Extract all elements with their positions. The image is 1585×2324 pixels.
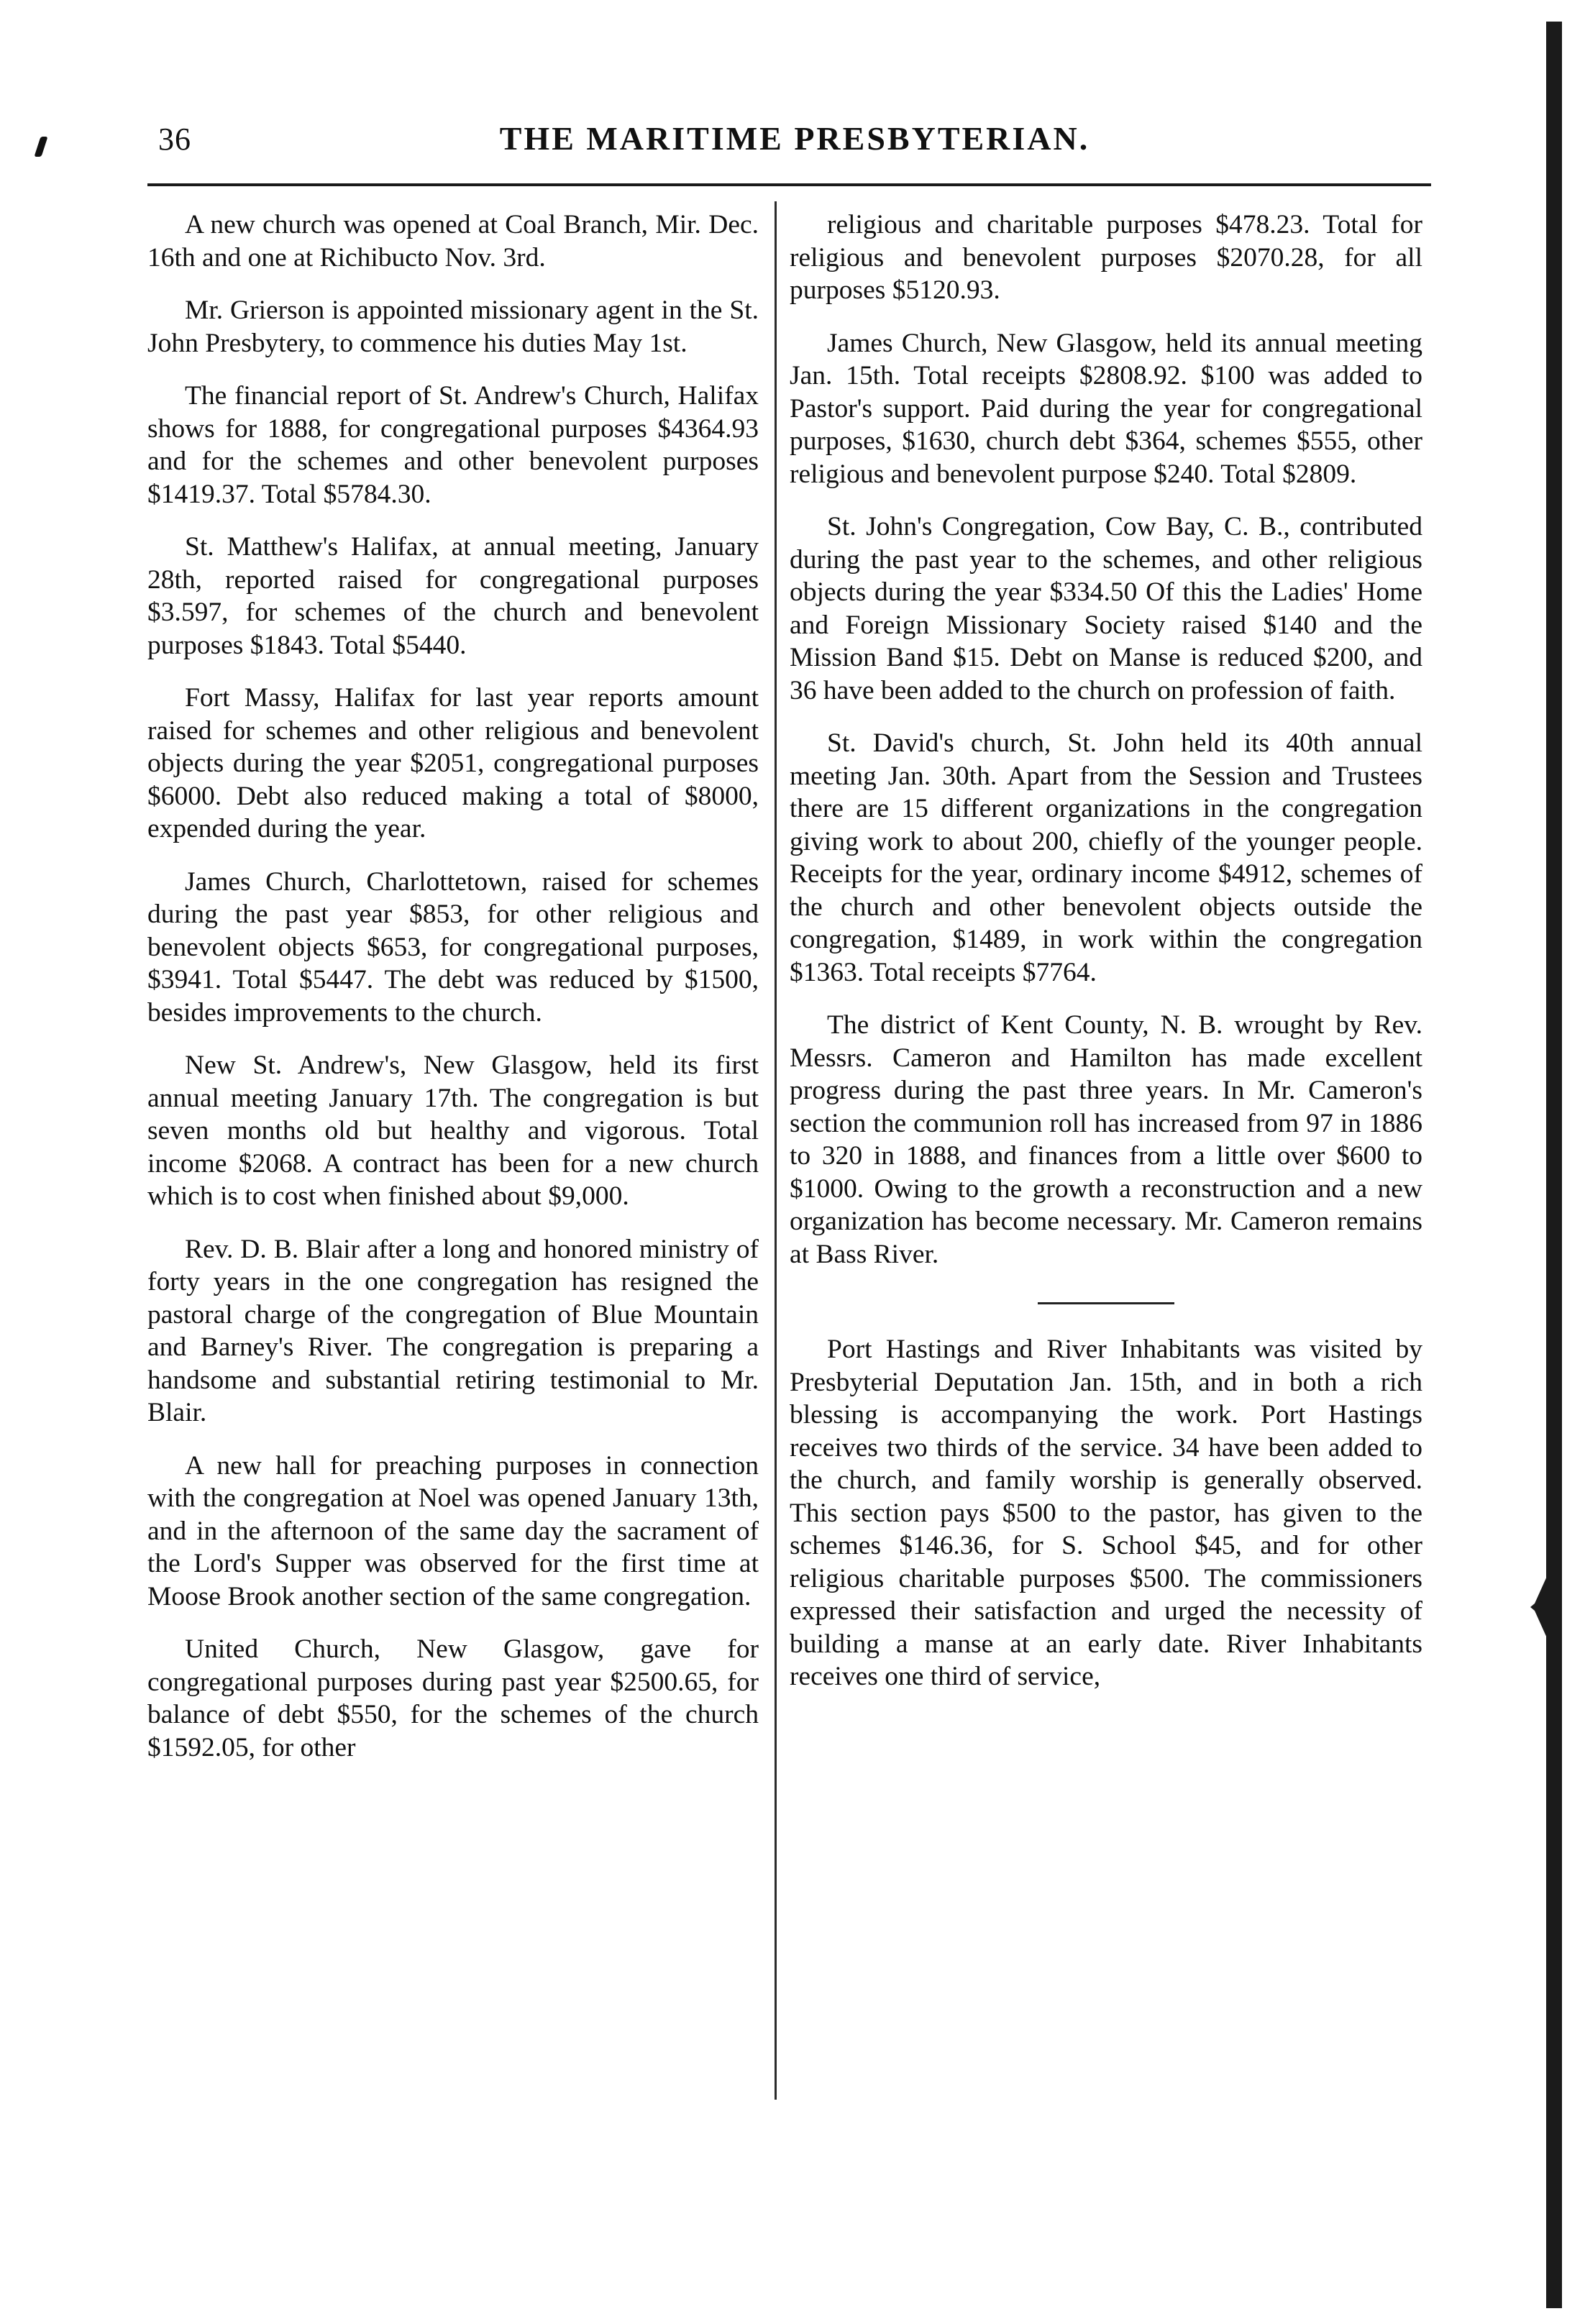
news-paragraph: The district of Kent County, N. B. wrought by Rev. Messrs. Cameron and Hamilton has made excellent progress during the past three years. In Mr. Cameron's section the communion roll has increased from 97 in 1886 to 320 in 1888, and finances from a little over $600 to $1000. Owing to the growth a reconstruction and a new organization has become necessary. Mr. Cameron remains at Bass River. (790, 1010, 1422, 1269)
news-paragraph: Rev. D. B. Blair after a long and honored ministry of forty years in the one congregation has resigned the pastoral charge of the congregation of Blue Mountain and Barney's River. The congregation is preparing a handsome and substantial retiring testimonial to Mr. Blair. (147, 1234, 759, 1427)
news-paragraph: A new church was opened at Coal Branch, Mir. Dec. 16th and one at Richibucto Nov. 3rd. (147, 210, 759, 273)
news-paragraph: St. Matthew's Halifax, at annual meeting, January 28th, reported raised for congregational purposes $3.597, for schemes of the church and benevolent purposes $1843. Total $5440. (147, 532, 759, 660)
news-paragraph: New St. Andrew's, New Glasgow, held its first annual meeting January 17th. The congregation is but seven months old but healthy and vigorous. Total income $2068. A contract has been for a new church which is to cost when finished about $9,000. (147, 1051, 759, 1211)
page-number: 36 (158, 122, 191, 157)
news-paragraph: A new hall for preaching purposes in connection with the congregation at Noel was opened January 13th, and in the afternoon of the same day the sacrament of the Lord's Supper was observed for the first time at Moose Brook another section of the same congregation. (147, 1450, 759, 1611)
news-paragraph: Mr. Grierson is appointed missionary agent in the St. John Presbytery, to commence his duties May 1st. (147, 296, 759, 358)
page-header (158, 115, 1431, 173)
right-column (790, 209, 1422, 1714)
news-paragraph: James Church, Charlottetown, raised for schemes during the past year $853, for other religious and benevolent objects $653, for congregational purposes, $3941. Total $5447. The debt was reduced by $1500, besides improvements to the church. (147, 866, 759, 1028)
news-paragraph: Fort Massy, Halifax for last year reports amount raised for schemes and other religious and benevolent objects during the year $2051, congregational purposes $6000. Debt also reduced making a total of $8000, expended during the year. (147, 683, 759, 843)
news-paragraph: Port Hastings and River Inhabitants was visited by Presbyterial Deputation Jan. 15th, and in both a rich blessing is accompanying the work. Port Hastings receives two thirds of the service. 34 have been added to the church, and family worship is generally observed. This section pays $500 to the pastor, has given to the schemes $146.36, for S. School $45, and for other religious charitable purposes $500. The commissioners expressed their satisfaction and urged the necessity of building a manse at an early date. River Inhabitants receives one third of service, (790, 1335, 1422, 1691)
page-edge-bar (1546, 22, 1562, 2308)
news-paragraph: religious and charitable purposes $478.23. Total for religious and benevolent purposes $2070.28, for all purposes $5120.93. (790, 210, 1422, 305)
section-separator-rule (1038, 1302, 1174, 1304)
news-paragraph: St. David's church, St. John held its 40th annual meeting Jan. 30th. Apart from the Session and Trustees there are 15 different organizations in the congregation giving work to about 200, chiefly of the younger people. Receipts for the year, ordinary income $4912, schemes of the church and other benevolent objects outside the congregation, $1489, in work within the congregation $1363. Total receipts $7764. (790, 728, 1422, 987)
left-column (147, 209, 759, 1784)
news-paragraph: The financial report of St. Andrew's Church, Halifax shows for 1888, for congregational purposes $4364.93 and for the schemes and other benevolent purposes $1419.37. Total $5784.30. (147, 381, 759, 509)
page-edge-notch (1530, 1575, 1548, 1639)
news-paragraph: James Church, New Glasgow, held its annual meeting Jan. 15th. Total receipts $2808.92. $100 was added to Pastor's support. Paid during the year for congregational purposes, $1630, church debt $364, schemes $555, other religious and benevolent purpose $240. Total $2809. (790, 328, 1422, 489)
margin-ink-mark (34, 137, 47, 157)
page-title: THE MARITIME PRESBYTERIAN. (499, 120, 1090, 157)
column-divider (775, 201, 777, 2100)
news-paragraph: St. John's Congregation, Cow Bay, C. B., contributed during the past year to the schemes, and other religious objects during the year $334.50 Of this the Ladies' Home and Foreign Missionary Society raised $140 and the Mission Band $15. Debt on Manse is reduced $200, and 36 have been added to the church on profession of faith. (790, 512, 1422, 705)
news-paragraph: United Church, New Glasgow, gave for congregational purposes during past year $2500.65, for balance of debt $550, for the schemes of the church $1592.05, for other (147, 1634, 759, 1762)
header-rule (147, 183, 1431, 186)
